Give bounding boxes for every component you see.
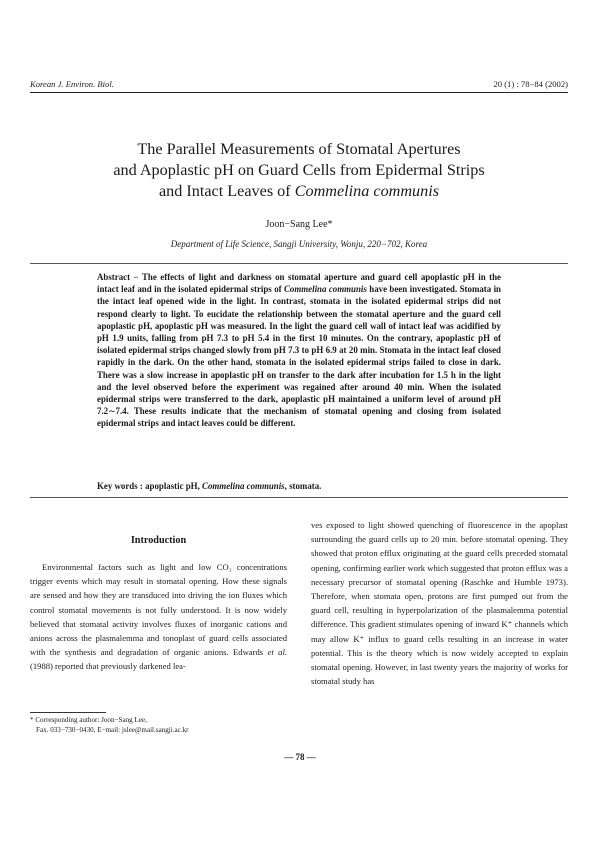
title-species: Commelina communis: [294, 182, 440, 200]
title-line-3-prefix: and Intact Leaves of: [158, 182, 295, 200]
header-rule: [30, 92, 568, 93]
title-line-2: and Apoplastic pH on Guard Cells from Epidermal Strips: [113, 161, 485, 179]
footnote-line-2: Fax. 033−730−0430, E−mail: jslee@mail.sangji.ac.kr: [36, 726, 189, 734]
author-name: Joon−Sang Lee*: [265, 219, 333, 230]
section-heading-introduction: Introduction: [130, 535, 187, 546]
affiliation: Department of Life Science, Sangji University, Wonju, 220−702, Korea: [170, 239, 428, 249]
abstract-species: Commelina communis: [284, 284, 367, 295]
title-line-1: The Parallel Measurements of Stomatal Apertures: [137, 140, 461, 158]
abstract: [97, 271, 501, 430]
keywords-label: Key words : apoplastic pH,: [97, 481, 203, 491]
paper-title: [60, 139, 538, 202]
intro-paragraph-left: [30, 560, 287, 674]
keywords-species: Commelina communis: [202, 481, 285, 491]
abstract-text-2: have been investigated. Stomata in the intact leaf opened wide in the light. In contrast, stomata in the isolated epidermal strips did not respond clearly to light. To eucidate the relationship between the stomatal aperture and the guard cell apoplastic pH, apoplastic pH was measured. In the light the guard cell wall of intact leaf was acidified by pH 1.9 units, falling from pH 7.3 to pH 5.4 in the first 10 minutes. On the contrary, apoplastic pH of isolated epidermal strips changed slowly from pH 7.3 to pH 6.9 at 20 min. Stomata in the intact leaf closed rapidly in the dark. On the other hand, stomata in the isolated epidermal strips failed to close in dark. There was a slow increase in apoplastic pH on transfer to the dark after incubation for 1.5 h in the light and the level observed before the experiment was regained after around 40 min. When the isolated epidermal strips were transferred to the dark, apoplastic pH maintained a uniform level of around pH 7.2∼7.4. These results indicate that the mechanism of stomatal opening and closing from isolated epidermal strips and intact leaves could be different.: [97, 284, 501, 429]
running-header: [30, 79, 568, 89]
left-column: [30, 518, 287, 674]
footnote-line-1: * Corresponding author: Joon−Sang Lee,: [30, 716, 147, 724]
journal-name: Korean J. Environ. Biol.: [30, 79, 114, 89]
intro-left-text-end: (1988) reported that previously darkened lea-: [30, 661, 186, 672]
footnote-rule: [30, 712, 106, 713]
abstract-top-rule: [30, 263, 568, 264]
issue-info: 20 (1) : 78−84 (2002): [493, 79, 568, 89]
title-line-3: [60, 181, 538, 202]
intro-left-etal: et al.: [267, 647, 287, 658]
intro-left-text: Environmental factors such as light and low CO₂ concentrations trigger events which may result in stomatal opening. How these signals are sensed and how they are transduced into driving the ion fluxes which control stomatal movements is not fully understood. It is now widely believed that stomatal activity involves fluxes of inorganic cations and anions across the plasmalemma and tonoplast of guard cells associated with the synthesis and degradation of organic anions. Edwards: [30, 562, 287, 658]
right-column: [311, 518, 568, 688]
abstract-text-1: Abstract − The effects of light and darkness on stomatal aperture and guard cell apoplastic pH in the intact leaf and in the isolated epidermal strips of: [97, 272, 501, 295]
keywords-rest: , stomata.: [284, 481, 322, 491]
page-number: — 78 —: [284, 752, 316, 762]
footnote: [30, 715, 290, 735]
abstract-bottom-rule: [30, 497, 568, 498]
keywords: [97, 481, 501, 491]
intro-paragraph-right: ves exposed to light showed quenching of fluorescence in the apoplast surrounding the guard cells up to 20 min. before stomatal opening. They showed that proton efflux originating at the guard cells preceded stomatal opening, confirming earlier work which suggested that proton efflux was a necessary precursor of stomatal opening (Raschke and Humble 1973). Therefore, when stomata open, protons are first pumped out from the guard cell, resulting in hyperpolarization of the plasmalemma potential difference. This gradient stimulates opening of inward K⁺ channels which may allow K⁺ influx to guard cells resulting in an increase in water potential. This is the theory which is now widely accepted to explain stomatal opening. However, in last twenty years the majority of works for stomatal study has: [311, 520, 568, 687]
